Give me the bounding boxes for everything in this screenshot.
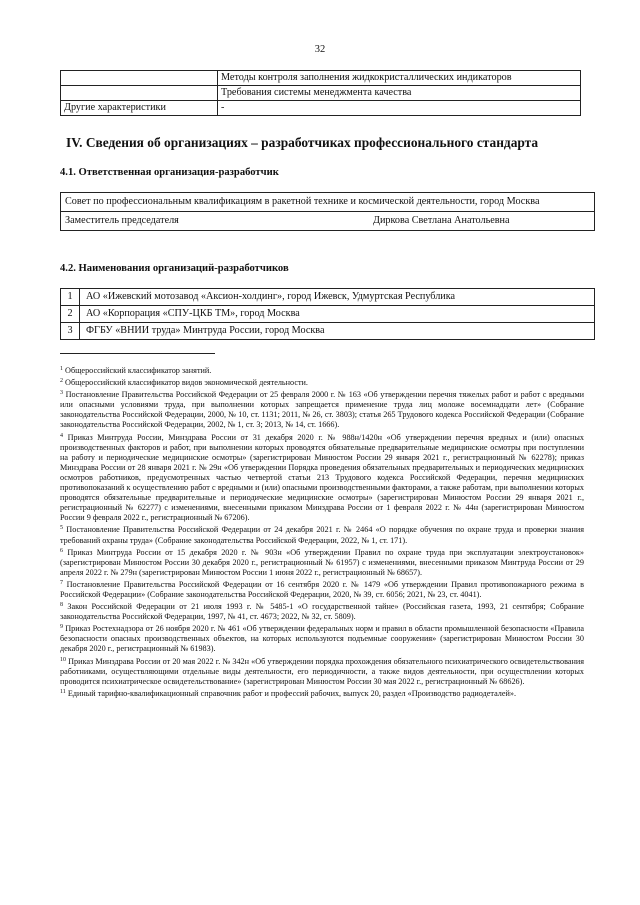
footnotes bbox=[60, 364, 584, 699]
responsible-org-table bbox=[60, 192, 595, 231]
characteristics-table bbox=[60, 70, 581, 116]
table-row bbox=[61, 86, 581, 101]
footnote-text: Постановление Правительства Российской Федерации от 25 февраля 2000 г. № 163 «Об утверждении перечня тяжелых работ и работ с вредными или опасными условиями труда, при выполнении которых запрещается применение труда лиц моложе восемнадцати лет» (Собрание законодательства Российской Федерации, 2000, № 10, ст. 1131; 2011, № 26, ст. 3803); статья 265 Трудового кодекса Российской Федерации (Собрание законодательства Российской Федерации, 2002, № 1, ст. 3; 2013, № 14, ст. 1666). bbox=[60, 390, 585, 430]
table-cell: Другие характеристики bbox=[61, 101, 218, 116]
org-name: АО «Ижевский мотозавод «Аксион-холдинг», город Ижевск, Удмуртская Республика bbox=[80, 289, 595, 306]
footnote-text: Приказ Ростехнадзора от 26 ноября 2020 г. № 461 «Об утверждении федеральных норм и правил в области промышленной безопасности «Правила безопасности опасных производственных объектов, на которых используются подъемные сооружения» (зарегистрирован Минюстом России 30 декабря 2020 г., регистрационный № 61983). bbox=[60, 624, 584, 654]
footnote bbox=[60, 600, 584, 622]
table-cell bbox=[61, 86, 218, 101]
responsible-org-heading: 4.1. Ответственная организация-разработчик bbox=[60, 167, 279, 178]
footnote-text: Общероссийский классификатор видов экономической деятельности. bbox=[65, 378, 308, 388]
footnote-text: Закон Российской Федерации от 21 июля 1993 г. № 5485-1 «О государственной тайне» (Российская газета, 1993, 21 сентября; Собрание законодательства Российской Федерации, 1997, № 41, ст. 4673; 2022, № 32, ст. 5809). bbox=[60, 602, 584, 622]
footnote-text: Приказ Минтруда России, Минздрава России от 31 декабря 2020 г. № 988н/1420н «Об утверждении перечня вредных и (или) опасных производственных факторов и работ, при выполнении которых проводятся обязательные предварительные медицинские осмотры при поступлении на работу и периодические медицинские осмотры» (зарегистрирован Минюстом России 29 января 2021 г., регистрационный № 62278); приказ Минздрава России от 28 января 2021 г. № 29н «Об утверждении Порядка проведения обязательных предварительных и периодических медицинских осмотров работников, предусмотренных частью четвертой статьи 213 Трудового кодекса Российской Федерации, перечня медицинских противопоказаний к осуществлению работ с вредными и (или) опасными производственными факторами, а также работам, при выполнении которых проводятся обязательные предварительные и периодические медицинские осмотры» (зарегистрирован Минюстом России 29 января 2021 г., регистрационный № 62277) с изменениями, внесенными приказом Минздрава России от 1 февраля 2022 г. № 44н (зарегистрирован Минюстом России 9 февраля 2022 г., регистрационный № 67206). bbox=[60, 432, 585, 523]
footnote-divider bbox=[60, 353, 215, 354]
footnote bbox=[60, 431, 584, 524]
footnote-text: Постановление Правительства Российской Федерации от 16 сентября 2020 г. № 1479 «Об утверждении Правил противопожарного режима в Российской Федерации» (Собрание законодательства Российской Федерации, 2020, № 39, ст. 6056; 2021, № 23, ст. 4041). bbox=[60, 579, 584, 599]
table-row bbox=[61, 306, 595, 323]
footnote-mark: 5 bbox=[60, 525, 63, 532]
footnote-text: Общероссийский классификатор занятий. bbox=[65, 366, 212, 375]
footnote-mark: 2 bbox=[60, 378, 63, 385]
footnote bbox=[60, 376, 584, 388]
table-cell: Требования системы менеджмента качества bbox=[218, 86, 581, 101]
table-row bbox=[61, 289, 595, 306]
footnote-mark: 9 bbox=[60, 624, 63, 631]
table-cell: - bbox=[218, 101, 581, 116]
developers-heading: 4.2. Наименования организаций-разработчиков bbox=[60, 263, 289, 274]
table-row bbox=[61, 101, 581, 116]
footnote-text: Приказ Минтруда России от 15 декабря 2020 г. № 903н «Об утверждении Правил по охране труда при эксплуатации электроустановок» (зарегистрирован Минюстом России 30 декабря 2020 г., регистрационный № 61957) с изменениями, внесенными приказом Минтруда России от 29 апреля 2022 г. № 279н (зарегистрирован Минюстом России 1 июня 2022 г., регистрационный № 68657). bbox=[60, 547, 584, 577]
footnote bbox=[60, 546, 584, 578]
footnote-mark: 4 bbox=[60, 432, 63, 439]
footnote-text: Постановление Правительства Российской Федерации от 24 декабря 2021 г. № 2464 «О порядке обучения по охране труда и проверки знания требований охраны труда» (Собрание законодательства Российской Федерации, 2022, № 1, ст. 171). bbox=[60, 525, 584, 545]
footnote-mark: 7 bbox=[60, 579, 63, 586]
footnote bbox=[60, 622, 584, 654]
person-cell: Диркова Светлана Анатольевна bbox=[369, 212, 595, 231]
footnote-mark: 6 bbox=[60, 547, 63, 554]
footnote-text: Единый тарифно-квалификационный справочник работ и профессий рабочих, выпуск 20, раздел «Производство радиодеталей». bbox=[67, 688, 517, 698]
footnote bbox=[60, 364, 584, 376]
developers-table bbox=[60, 288, 595, 340]
footnote-text: Приказ Минздрава России от 20 мая 2022 г. № 342н «Об утверждении порядка прохождения обязательного психиатрического освидетельствования работниками, осуществляющими отдельные виды деятельности, его периодичности, а также видов деятельности, при осуществлении которых проводится психиатрическое освидетельствование» (зарегистрирован Минюстом России 30 мая 2022 г., регистрационный № 68626). bbox=[60, 656, 585, 686]
footnote bbox=[60, 655, 584, 687]
table-cell bbox=[61, 71, 218, 86]
footnote-mark: 8 bbox=[60, 602, 63, 609]
footnote-mark: 1 bbox=[60, 366, 63, 372]
table-row bbox=[61, 323, 595, 340]
org-name: ФГБУ «ВНИИ труда» Минтруда России, город Москва bbox=[80, 323, 595, 340]
row-number: 2 bbox=[61, 306, 80, 323]
position-cell: Заместитель председателя bbox=[61, 212, 370, 231]
table-cell: Методы контроля заполнения жидкокристаллических индикаторов bbox=[218, 71, 581, 86]
footnote-mark: 10 bbox=[60, 656, 66, 663]
table-row bbox=[61, 71, 581, 86]
footnote-mark: 11 bbox=[60, 688, 66, 695]
row-number: 3 bbox=[61, 323, 80, 340]
row-number: 1 bbox=[61, 289, 80, 306]
page-number: 32 bbox=[314, 44, 326, 55]
org-name: АО «Корпорация «СПУ-ЦКБ ТМ», город Москва bbox=[80, 306, 595, 323]
footnote bbox=[60, 687, 584, 699]
footnote bbox=[60, 578, 584, 600]
org-name-cell: Совет по профессиональным квалификациям в ракетной технике и космической деятельности, город Москва bbox=[61, 193, 595, 212]
table-row bbox=[61, 212, 595, 231]
footnote bbox=[60, 523, 584, 545]
footnote-mark: 3 bbox=[60, 390, 63, 397]
table-row bbox=[61, 193, 595, 212]
section-title: IV. Сведения об организациях – разработчиках профессионального стандарта bbox=[66, 135, 539, 150]
footnote bbox=[60, 388, 584, 430]
